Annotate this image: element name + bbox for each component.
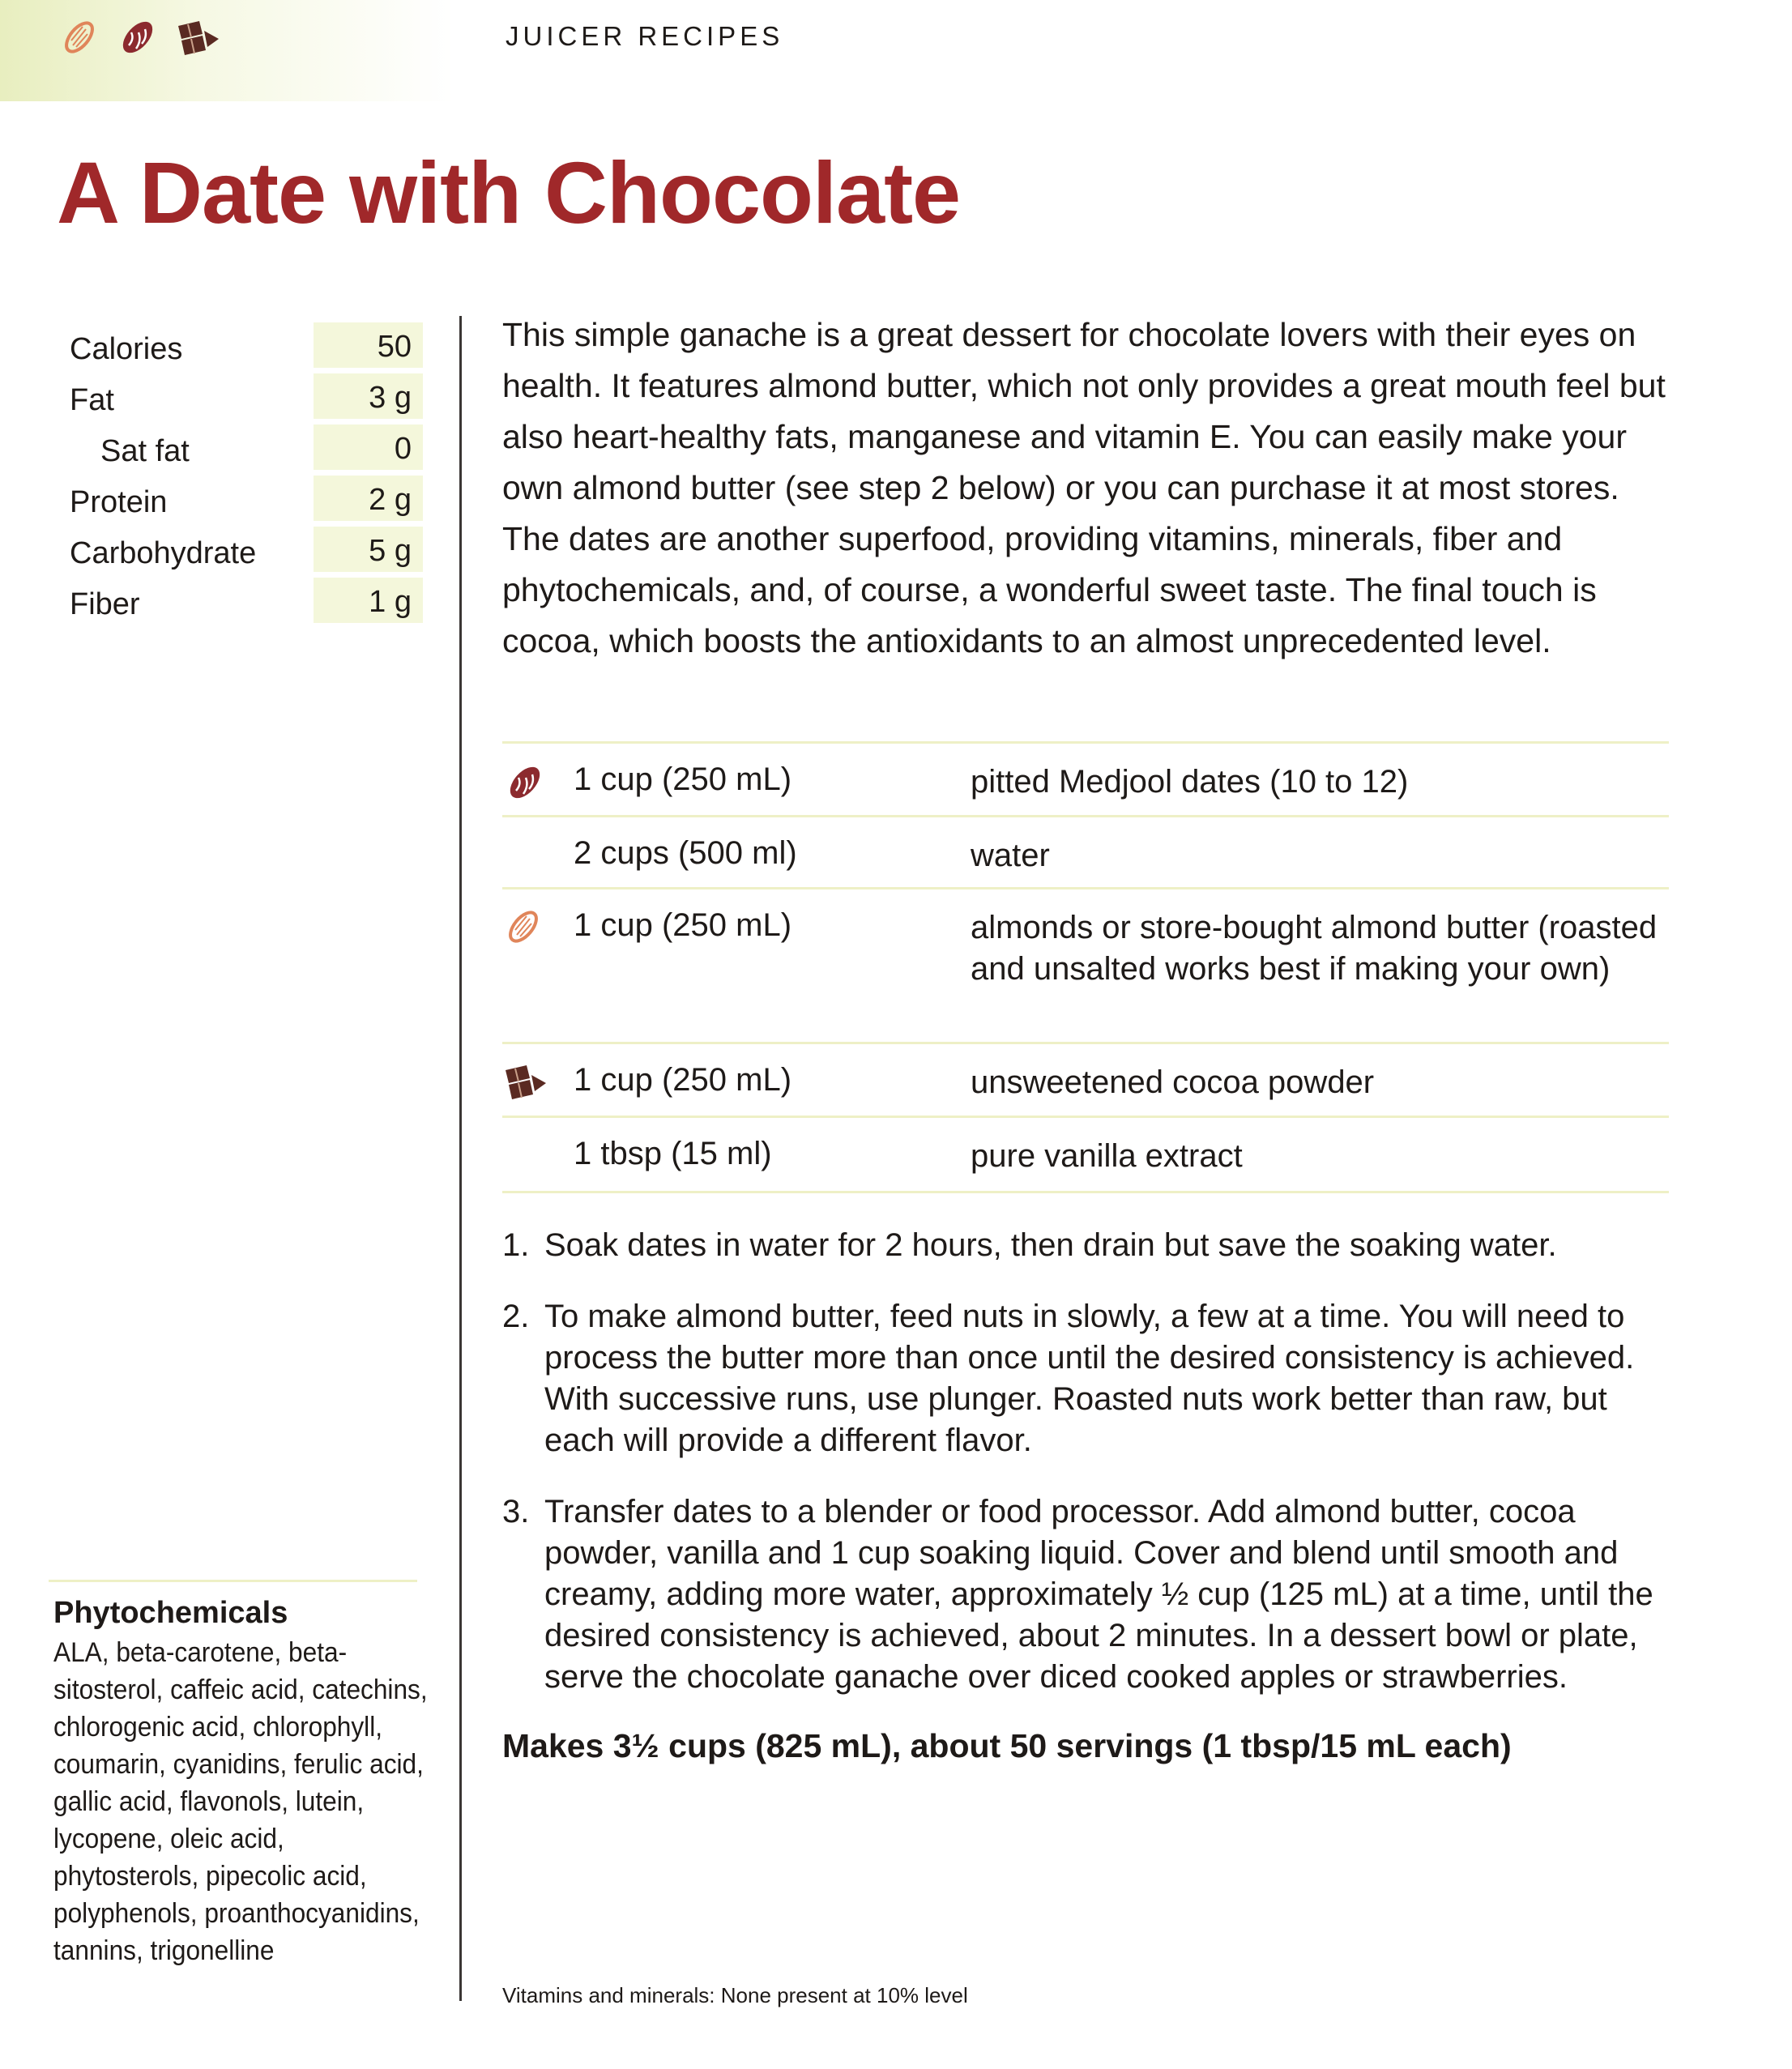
almond-icon [502,906,544,948]
date-icon [502,760,548,805]
step-number: 2. [502,1299,530,1334]
header-icons [58,15,222,60]
nutrition-table [57,322,423,629]
step-number: 1. [502,1227,530,1263]
step-number: 3. [502,1494,530,1529]
phytochemicals-box [53,1596,434,1969]
ingredient-row [502,1118,1669,1191]
nutrition-row [57,527,423,578]
intro-paragraph: This simple ganache is a great dessert for chocolate lovers with their eyes on health. It features almond butter, which not only provides a great mouth feel but also heart-healthy fats, manganese and vitamin E. You can easily make your own almond butter (see step 2 below) or you can purchase it at most stores. The dates are another superfood, providing vitamins, minerals, fiber and phytochemicals, and, of course, a wonderful sweet taste. The final touch is cocoa, which boosts the antioxidants to an almost unprecedented level. [502,316,1666,659]
ingredient-quantity: 1 tbsp (15 ml) [574,1136,772,1171]
instruction-step [502,1296,1677,1461]
ingredient-row [502,889,1669,1042]
nutrition-label: Fiber [70,587,140,621]
phytochemicals-title: Phytochemicals [53,1596,288,1630]
ingredient-quantity: 1 cup (250 mL) [574,1062,792,1098]
column-divider [459,316,462,2001]
ingredient-name: pure vanilla extract [971,1138,1243,1174]
nutrition-label: Carbohydrate [70,536,257,570]
nutrition-label: Fat [70,383,114,417]
ingredient-row [502,1044,1669,1116]
nutrition-label: Sat fat [100,434,190,468]
nutrition-row [57,424,423,476]
divider [502,1191,1669,1193]
instruction-step [502,1491,1677,1698]
ingredient-quantity: 2 cups (500 ml) [574,835,797,871]
ingredient-name: pitted Medjool dates (10 to 12) [971,764,1409,800]
nutrition-row [57,578,423,629]
instructions-list [502,1225,1677,1728]
ingredient-quantity: 1 cup (250 mL) [574,761,792,797]
footnote: Vitamins and minerals: None present at 10% level [502,1983,968,2007]
nutrition-label: Calories [70,332,183,366]
section-header: JUICER RECIPES [506,21,784,51]
ingredients-table [502,741,1669,1193]
step-text: To make almond butter, feed nuts in slowly, a few at a time. You will need to process the butter more than once until the desired consistency is achieved. With successive runs, use plunger. Roasted nuts work better than raw, but each will provide a different flavor. [544,1299,1635,1458]
ingredient-name: unsweetened cocoa powder [971,1064,1375,1100]
ingredient-row [502,817,1669,887]
ingredient-row [502,744,1669,815]
phytochemicals-list: ALA, beta-carotene, beta-sitosterol, caffeic acid, catechins, chlorogenic acid, chlorophyll, coumarin, cyanidins, ferulic acid, gallic acid, flavonols, lutein, lycopene, oleic acid, phytosterols, pipecolic acid, polyphenols, proanthocyanidins, tannins, trigonelline [53,1637,428,1966]
nutrition-row [57,373,423,424]
recipe-yield: Makes 3½ cups (825 mL), about 50 servings (1 tbsp/15 mL each) [502,1727,1512,1764]
chocolate-icon [502,1060,549,1103]
date-icon [115,15,160,60]
nutrition-value: 2 g [314,476,423,521]
nutrition-row [57,476,423,527]
nutrition-row [57,322,423,373]
recipe-title: A Date with Chocolate [57,143,961,241]
almond-icon [58,16,100,58]
ingredient-name: water [971,838,1050,873]
nutrition-value: 3 g [314,373,423,419]
nutrition-value: 5 g [314,527,423,572]
nutrition-value: 50 [314,322,423,368]
nutrition-label: Protein [70,485,168,519]
instruction-step [502,1225,1677,1266]
nutrition-value: 1 g [314,578,423,623]
step-text: Transfer dates to a blender or food processor. Add almond butter, cocoa powder, vanilla and 1 cup soaking liquid. Cover and blend until smooth and creamy, adding more water, approximately ½ cup (125 mL) at a time, until the desired consistency is achieved, about 2 minutes. In a dessert bowl or plate, serve the chocolate ganache over diced cooked apples or strawberries. [544,1494,1653,1695]
chocolate-icon [175,16,222,58]
step-text: Soak dates in water for 2 hours, then drain but save the soaking water. [544,1227,1557,1263]
ingredient-name: almonds or store-bought almond butter (roasted and unsalted works best if making your own) [971,910,1658,987]
nutrition-value: 0 [314,424,423,470]
ingredient-quantity: 1 cup (250 mL) [574,907,792,943]
divider [49,1580,417,1582]
